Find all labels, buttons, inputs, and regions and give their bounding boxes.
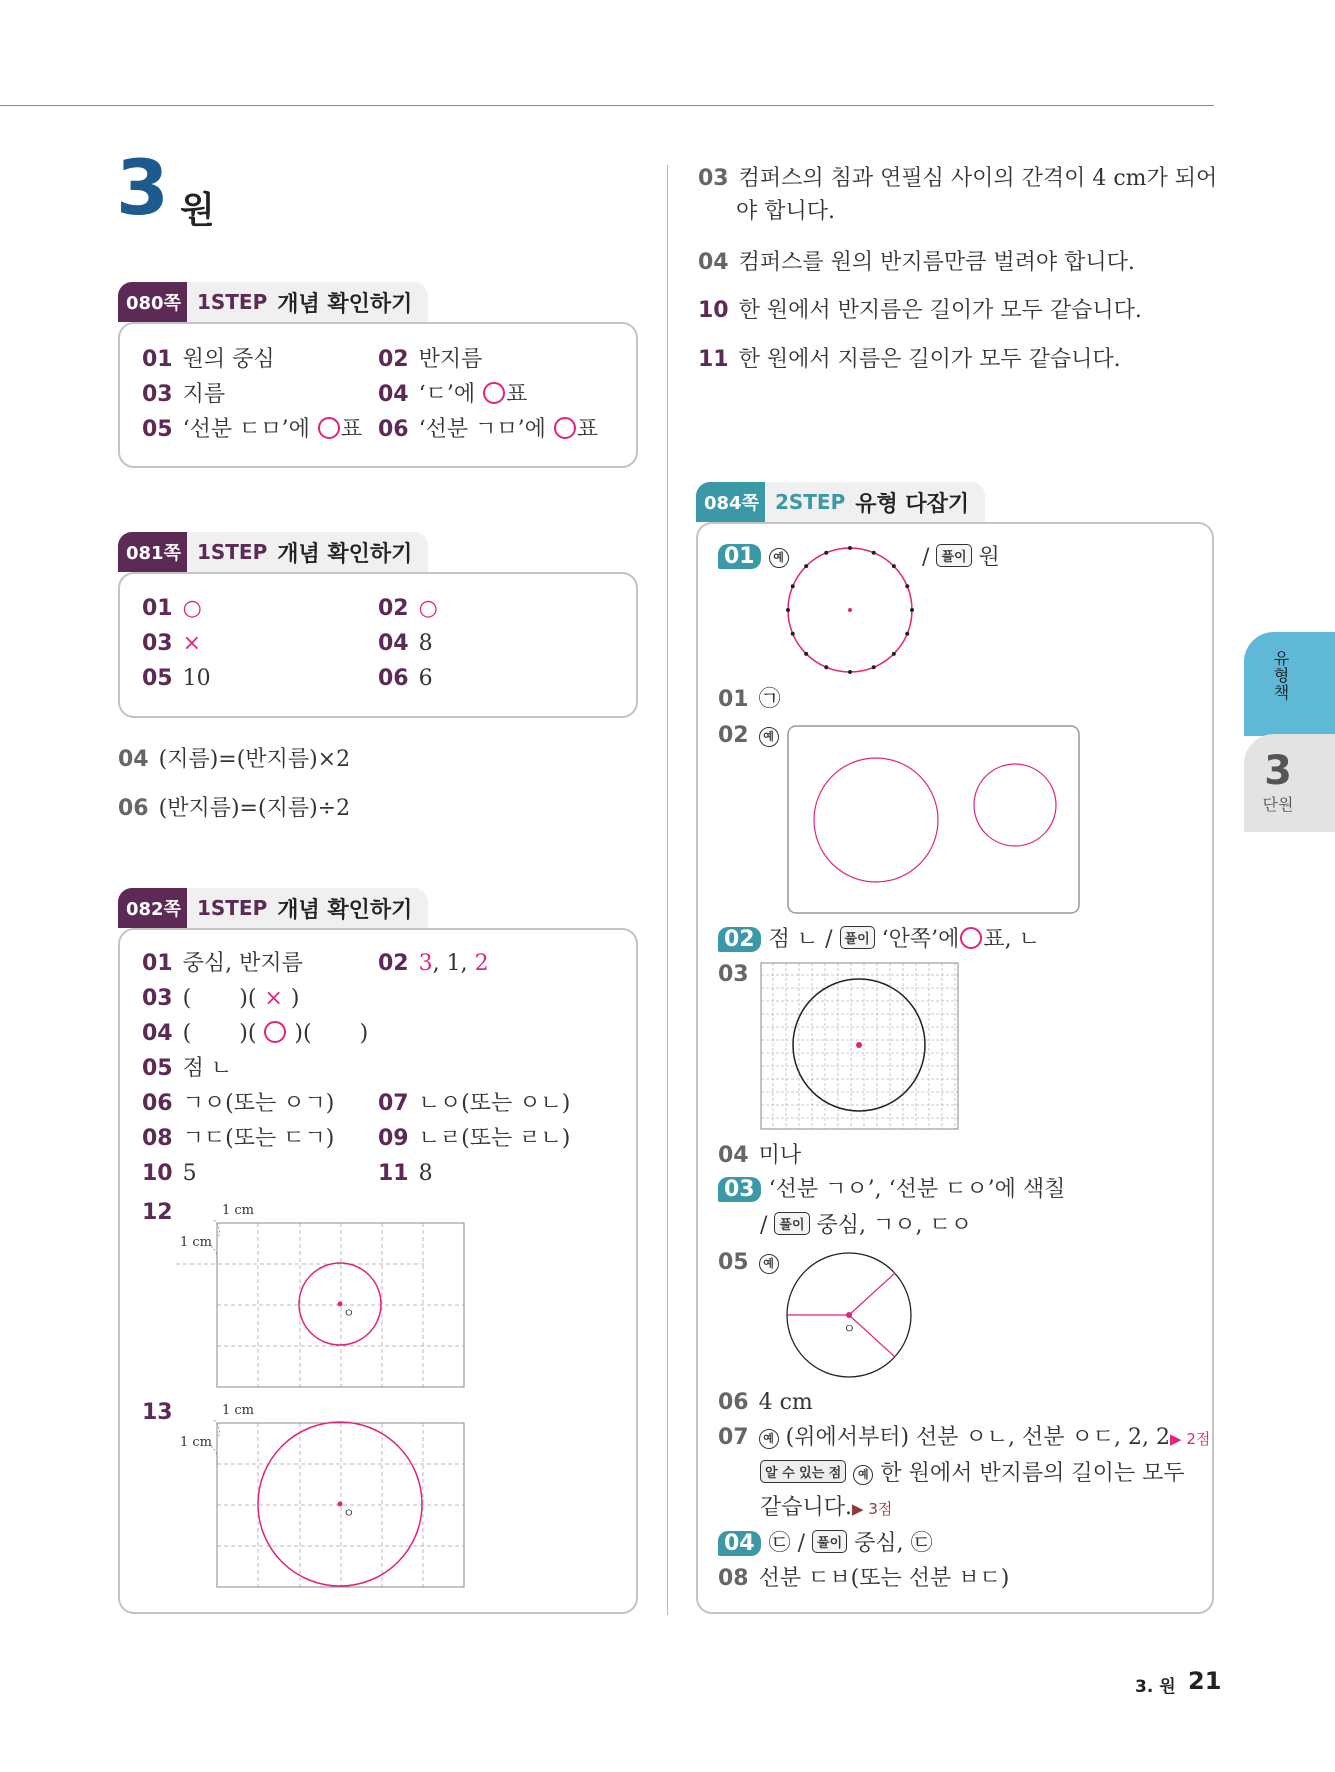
box-title: 개념 확인하기 [277, 291, 413, 317]
circle-dot [791, 584, 795, 588]
list-item: 06 ‘선분 ㄱㅁ’에 표 [378, 417, 599, 442]
list-item: 12 [142, 1200, 173, 1225]
explanation-item: 03 컴퍼스의 침과 연필심 사이의 간격이 4 cm가 되어 [698, 166, 1218, 191]
list-item: 04 ‘ㄷ’에 표 [378, 382, 528, 407]
list-item: 03 × [142, 631, 202, 656]
circle-mark [554, 417, 576, 439]
box081-tab [118, 532, 428, 572]
center-dot [338, 1502, 343, 1507]
list-item: 01 ㉠ [718, 687, 781, 712]
list-item: 08 ㄱㄷ(또는 ㄷㄱ) [142, 1126, 335, 1151]
list-item: 09 ㄴㄹ(또는 ㄹㄴ) [378, 1126, 571, 1151]
box080-tab [118, 282, 428, 322]
list-item: 04 8 [378, 631, 433, 656]
page-label: 082쪽 [118, 888, 187, 928]
list-item: 05 ‘선분 ㄷㅁ’에 표 [142, 417, 363, 442]
box-title: 유형 다잡기 [855, 491, 970, 517]
circle-dot [910, 608, 914, 612]
explanation-item: 04 컴퍼스를 원의 반지름만큼 벌려야 합니다. [698, 250, 1135, 275]
list-item-cont: / 풀이 중심, ㄱㅇ, ㄷㅇ [760, 1213, 973, 1238]
list-item: 06 ㄱㅇ(또는 ㅇㄱ) [142, 1091, 335, 1116]
list-item: 02 ○ [378, 596, 438, 621]
step-label: 1STEP [196, 896, 268, 920]
circle-dot [905, 584, 909, 588]
list-item: 05 점 ㄴ [142, 1056, 233, 1081]
circle-dot [892, 652, 896, 656]
list-item: 02 예 [718, 723, 779, 749]
list-item: 03 ‘선분 ㄱㅇ’, ‘선분 ㄷㅇ’에 색칠 [718, 1177, 1065, 1203]
grid-figure-13 [176, 1400, 476, 1592]
chapter-title: 원 [180, 190, 215, 231]
list-item: 11 8 [378, 1161, 433, 1186]
list-item: 03 [718, 962, 749, 987]
circle-dot [791, 632, 795, 636]
page-label: 081쪽 [118, 532, 187, 572]
page-label: 080쪽 [118, 282, 187, 322]
list-item-cont: 알 수 있는 점 예 한 원에서 반지름의 길이는 모두 [760, 1460, 1185, 1487]
circle-dot [824, 551, 828, 555]
circle-mark [264, 1021, 286, 1043]
unit-label: 1 cm [180, 1435, 213, 1450]
box-title: 개념 확인하기 [277, 897, 413, 923]
circle-dot [786, 608, 790, 612]
list-item: 02 점 ㄴ / 풀이 ‘안쪽’에 표, ㄴ [718, 926, 1040, 953]
center-label: ㅇ [343, 1306, 355, 1320]
page-number: 21 [1188, 1667, 1222, 1695]
chapter-number: 3 [116, 143, 169, 232]
unit-label: 1 cm [180, 1235, 213, 1250]
explanation-item: 11 한 원에서 지름은 길이가 모두 같습니다. [698, 347, 1121, 372]
list-item: 01 중심, 반지름 [142, 951, 303, 976]
list-item: 02 3, 1, 2 [378, 951, 489, 976]
radius-circle-figure [784, 1250, 914, 1380]
grid-figure-12 [176, 1200, 476, 1392]
list-item: 05 예 [718, 1250, 779, 1276]
explanation-item-cont: 야 합니다. [736, 199, 835, 224]
list-item: 02 반지름 [378, 347, 483, 372]
list-item: 07 예 (위에서부터) 선분 ㅇㄴ, 선분 ㅇㄷ, 2, 2▶ 2점 [718, 1425, 1211, 1450]
circle-dot [848, 546, 852, 550]
circle-mark [318, 417, 340, 439]
box084-tab [696, 482, 985, 522]
list-item: 06 4 cm [718, 1390, 813, 1415]
two-circles-figure [786, 724, 1082, 916]
grid-circle-figure [760, 962, 960, 1132]
side-tab-unit-number: 3 [1264, 748, 1292, 794]
step-label: 1STEP [196, 540, 268, 564]
list-item: 01 예 [718, 544, 789, 570]
list-item-answer: / 풀이 원 [922, 545, 1000, 570]
list-item: 04 미나 [718, 1143, 802, 1168]
column-divider [667, 165, 668, 1615]
side-tab-unit-label: 단원 [1262, 795, 1294, 814]
list-item: 04 ( )( )( ) [142, 1021, 369, 1046]
page-label: 084쪽 [696, 482, 765, 522]
unit-label: 1 cm [222, 1203, 255, 1218]
circle-dot [804, 564, 808, 568]
center-label: ㅇ [843, 1322, 856, 1337]
footer-chapter: 3. 원 [1135, 1677, 1176, 1697]
box-title: 개념 확인하기 [277, 541, 413, 567]
list-item: 03 ( )( × ) [142, 986, 300, 1011]
list-item: 06 6 [378, 666, 433, 691]
list-item: 07 ㄴㅇ(또는 ㅇㄴ) [378, 1091, 571, 1116]
list-item: 03 지름 [142, 382, 226, 407]
explanation-item: 06 (반지름)=(지름)÷2 [118, 796, 351, 821]
center-label: ㅇ [343, 1506, 355, 1520]
list-item: 01 원의 중심 [142, 347, 275, 372]
circle-dot [824, 665, 828, 669]
circle-dot [892, 564, 896, 568]
top-rule [0, 105, 1214, 106]
circle-dot [905, 632, 909, 636]
dotted-circle-figure [780, 540, 920, 680]
center-dot [338, 1302, 343, 1307]
side-tab-label: 유형책 [1271, 650, 1290, 701]
circle-mark [960, 927, 982, 949]
circle-dot [872, 665, 876, 669]
list-item: 04 ㉢ / 풀이 중심, ㉢ [718, 1530, 933, 1557]
step-label: 1STEP [196, 290, 268, 314]
circle-dot [848, 670, 852, 674]
circle-dot [872, 551, 876, 555]
circle-mark [483, 382, 505, 404]
list-item: 05 10 [142, 666, 211, 691]
unit-label: 1 cm [222, 1403, 255, 1418]
circle-dot [804, 652, 808, 656]
box082-tab [118, 888, 428, 928]
list-item: 10 5 [142, 1161, 197, 1186]
list-item: 08 선분 ㄷㅂ(또는 선분 ㅂㄷ) [718, 1566, 1010, 1591]
explanation-item: 04 (지름)=(반지름)×2 [118, 747, 351, 772]
list-item-cont: 같습니다.▶ 3점 [760, 1495, 893, 1520]
explanation-item: 10 한 원에서 반지름은 길이가 모두 같습니다. [698, 298, 1142, 323]
list-item: 13 [142, 1400, 173, 1425]
list-item: 01 ○ [142, 596, 202, 621]
step-label: 2STEP [774, 490, 846, 514]
